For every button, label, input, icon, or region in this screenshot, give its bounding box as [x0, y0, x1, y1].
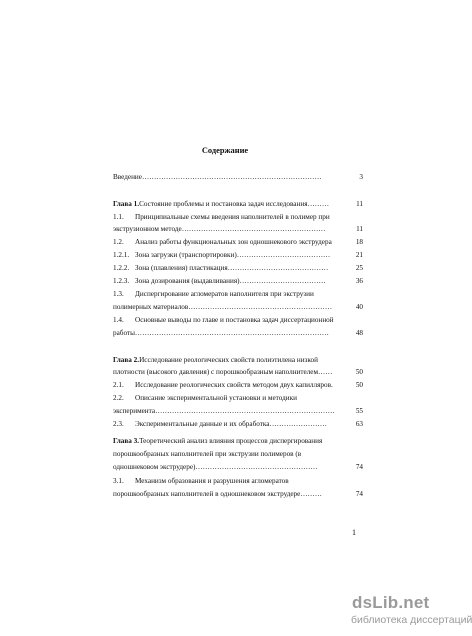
toc-line — [113, 224, 363, 234]
toc-line — [113, 419, 363, 429]
toc-line — [113, 406, 363, 416]
toc-entry-title: эксперимента………………………………………………………………… — [113, 407, 335, 415]
toc-entry-title: полимерных материалов…………………………………………………… — [113, 303, 333, 311]
toc-page-number: 25 — [355, 264, 363, 272]
toc-line — [113, 489, 363, 499]
toc-heading: Содержание — [201, 146, 249, 155]
toc-section-number: 1.2. — [113, 238, 124, 246]
toc-chapter-label: Глава 1. — [113, 200, 140, 208]
toc-page-number: 21 — [355, 251, 363, 259]
watermark-logo: dsLib.net — [352, 593, 430, 612]
toc-entry-title: Зона (плавления) пластикация…………………………………… — [135, 264, 329, 272]
toc-page-number: 74 — [355, 463, 363, 471]
toc-section-number: 1.1. — [113, 213, 124, 221]
toc-page-number: 74 — [355, 490, 363, 498]
toc-line — [113, 276, 363, 286]
toc-line — [113, 462, 363, 472]
toc-line — [113, 476, 363, 486]
toc-page-number: 36 — [355, 277, 363, 285]
toc-entry-title: работы……………………………………………………………………… — [113, 329, 329, 337]
toc-line — [113, 263, 363, 273]
toc-line — [113, 199, 363, 209]
toc-entry-title: Анализ работы функциональных зон одношнекового экструдера — [135, 238, 332, 246]
toc-section-number: 1.2.1. — [113, 251, 130, 259]
toc-page-number: 11 — [356, 225, 363, 233]
toc-entry-title: Механизм образования и разрушения агломератов — [135, 477, 289, 485]
toc-section-number: 3.1. — [113, 477, 124, 485]
toc-entry-title: Состояние проблемы и постановка задач исследования……… — [139, 200, 330, 208]
toc-line — [113, 393, 363, 403]
toc-entry-title: одношнековом экструдере)…………………………………………… — [113, 463, 318, 471]
toc-chapter-label: Глава 2. — [113, 356, 140, 364]
toc-line — [113, 449, 363, 459]
watermark — [351, 593, 472, 629]
toc-entry-title: Зона дозирования (выдавливания)……………………………… — [135, 277, 326, 285]
toc-line — [113, 172, 363, 182]
watermark-tagline: библиотека диссертаций — [351, 614, 472, 626]
toc-page-number: 50 — [355, 381, 363, 389]
toc-line — [113, 212, 363, 222]
toc-page-number: 40 — [355, 303, 363, 311]
toc-entry-title: Экспериментальные данные и их обработка…………………… — [135, 420, 327, 428]
toc-page-number: 18 — [355, 238, 363, 246]
toc-entry-title: Исследование реологических свойств полиэтилена низкой — [139, 356, 318, 364]
toc-entry-title: Диспергирование агломератов наполнителя при экструзии — [135, 290, 314, 298]
toc-chapter-label: Глава 3. — [113, 437, 140, 445]
toc-entry-title: порошкообразных наполнителей при экструзии полимеров (в — [113, 450, 302, 458]
toc-page-number: 3 — [359, 173, 363, 181]
toc-line — [113, 237, 363, 247]
toc-line — [113, 302, 363, 312]
toc-entry-title: Зона загрузки (транспортировки)………………………………… — [135, 251, 331, 259]
toc-entry-title: экструзионном методе…………………………………………………… — [113, 225, 326, 233]
toc-page-number: 55 — [355, 407, 363, 415]
toc-line — [113, 355, 363, 365]
toc-line — [113, 315, 363, 325]
toc-entry-title: Принципиальные схемы введения наполнителей в полимер при — [135, 213, 330, 221]
toc-line — [113, 250, 363, 260]
toc-entry-title: Основные выводы по главе и постановка задач диссертационной — [135, 316, 334, 324]
toc-section-number: 1.2.3. — [113, 277, 130, 285]
toc-page-number: 50 — [355, 368, 363, 376]
page-number: 1 — [352, 528, 356, 537]
toc-line — [113, 289, 363, 299]
toc-line — [113, 328, 363, 338]
toc-entry-title: Введение………………………………………………………………… — [113, 173, 322, 181]
toc-entry-title: Теоретический анализ влияния процессов диспергирования — [139, 437, 323, 445]
toc-entry-title: плотности (высокого давления) с порошкообразным наполнителем…… — [113, 368, 333, 376]
toc-section-number: 2.3. — [113, 420, 124, 428]
toc-entry-title: Описание экспериментальной установки и методики — [135, 394, 297, 402]
toc-page-number: 11 — [356, 200, 363, 208]
toc-page-number: 63 — [355, 420, 363, 428]
toc-section-number: 1.4. — [113, 316, 124, 324]
toc-entry-title: порошкообразных наполнителей в одношнековом экструдере……… — [113, 490, 322, 498]
toc-section-number: 1.2.2. — [113, 264, 130, 272]
toc-entry-title: Исследование реологических свойств методом двух капилляров. — [135, 381, 333, 389]
toc-line — [113, 367, 363, 377]
toc-page-number: 48 — [355, 329, 363, 337]
toc-section-number: 1.3. — [113, 290, 124, 298]
toc-line — [113, 436, 363, 446]
toc-section-number: 2.2. — [113, 394, 124, 402]
toc-section-number: 2.1. — [113, 381, 124, 389]
toc-line — [113, 380, 363, 390]
